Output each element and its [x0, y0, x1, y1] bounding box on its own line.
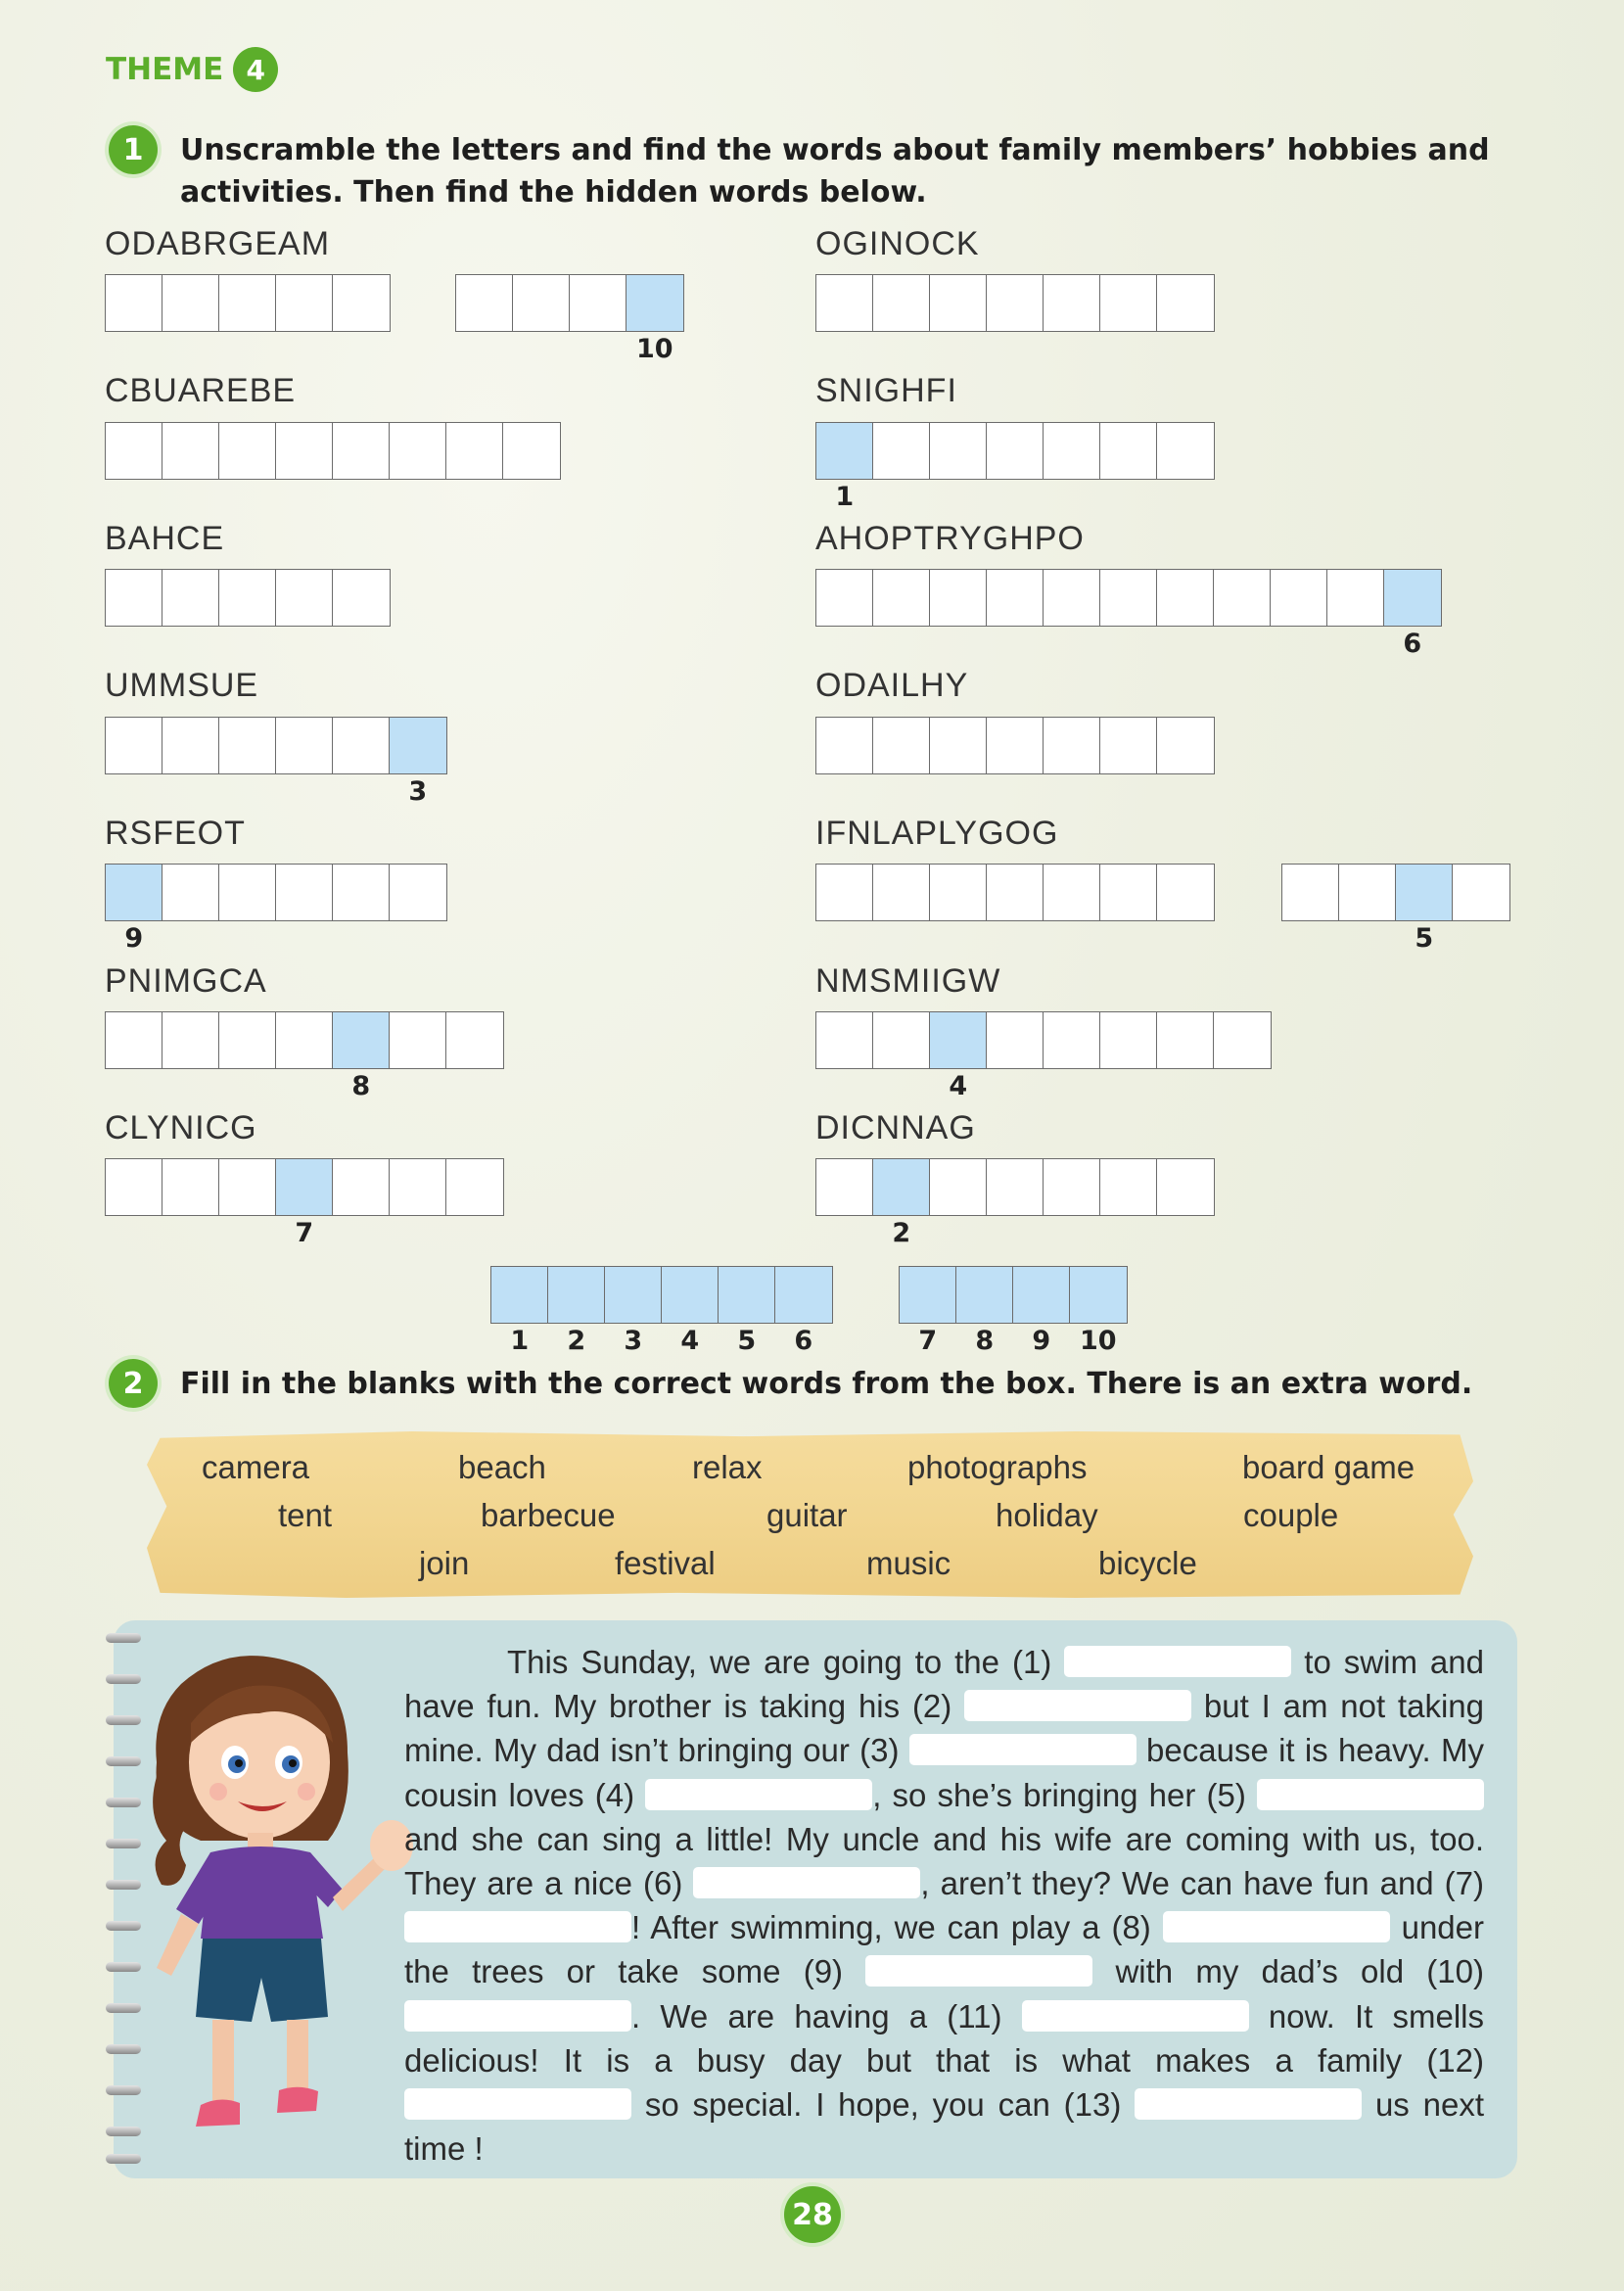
- letter-box[interactable]: [929, 274, 988, 332]
- page-number: 28: [784, 2186, 841, 2243]
- blank-12[interactable]: [404, 2088, 631, 2120]
- hidden-letter-box[interactable]: [1395, 864, 1454, 954]
- letter-box[interactable]: [502, 422, 561, 480]
- hidden-letter-number: 6: [1403, 629, 1422, 659]
- letter-box[interactable]: [1099, 717, 1158, 774]
- hidden-letter-number: 2: [567, 1326, 586, 1356]
- hidden-letter-number: 5: [737, 1326, 757, 1356]
- letter-box[interactable]: [986, 1158, 1044, 1216]
- letter-box[interactable]: [815, 569, 874, 627]
- hidden-letter-box[interactable]: [872, 1158, 931, 1248]
- scrambled-word-13: CLYNICG: [105, 1109, 257, 1146]
- letter-box[interactable]: [218, 717, 277, 774]
- question-2-text: Fill in the blanks with the correct words from the box. There is an extra word.: [180, 1367, 1473, 1401]
- letter-box[interactable]: [275, 1011, 334, 1069]
- letter-box[interactable]: [275, 569, 334, 627]
- hidden-letter-number: 10: [1079, 1326, 1117, 1356]
- blank-4[interactable]: [645, 1779, 872, 1810]
- word-option: beach: [458, 1449, 546, 1485]
- answer-boxes-8: [815, 717, 1213, 774]
- letter-box[interactable]: [105, 422, 163, 480]
- letter-box[interactable]: [815, 1158, 874, 1216]
- word-option: guitar: [766, 1497, 848, 1533]
- question-1-badge: 1: [109, 125, 158, 174]
- letter-box[interactable]: [872, 717, 931, 774]
- letter-box[interactable]: [872, 864, 931, 921]
- letter-box[interactable]: [1213, 569, 1272, 627]
- letter-box[interactable]: [1099, 274, 1158, 332]
- blank-10[interactable]: [404, 2000, 631, 2032]
- answer-boxes-11: [105, 1011, 502, 1101]
- story-segment: and she can sing a little! My uncle and his wife are coming with us, too. They are a nice (6): [404, 1820, 1484, 1902]
- blank-2[interactable]: [964, 1690, 1191, 1721]
- letter-box[interactable]: [389, 422, 447, 480]
- scrambled-word-5: BAHCE: [105, 520, 225, 557]
- letter-box[interactable]: [1043, 864, 1101, 921]
- scrambled-word-1: ODABRGEAM: [105, 225, 331, 262]
- word-option: couple: [1243, 1497, 1339, 1533]
- letter-box[interactable]: [389, 864, 447, 921]
- letter-box[interactable]: [986, 569, 1044, 627]
- answer-boxes-13: [105, 1158, 502, 1248]
- letter-box[interactable]: [162, 864, 220, 921]
- letter-box[interactable]: [162, 1011, 220, 1069]
- letter-box[interactable]: [1043, 717, 1101, 774]
- scrambled-word-7: UMMSUE: [105, 667, 259, 704]
- letter-box[interactable]: [1156, 422, 1215, 480]
- hidden-letter-box[interactable]: [1383, 569, 1442, 659]
- story-segment: so special. I hope, you can (13): [631, 2086, 1136, 2124]
- letter-box[interactable]: [105, 1158, 163, 1216]
- hidden-letter-box[interactable]: [718, 1266, 776, 1356]
- letter-box[interactable]: [986, 1011, 1044, 1069]
- scrambled-word-12: NMSMIIGW: [815, 962, 1001, 1000]
- letter-box[interactable]: [332, 1158, 391, 1216]
- letter-box[interactable]: [445, 1158, 504, 1216]
- word-option: festival: [615, 1545, 716, 1581]
- answer-boxes-6: [815, 569, 1440, 659]
- story-segment: now. It smells delicious! It is a busy day but that is what makes a family (12): [404, 1997, 1484, 2079]
- letter-box[interactable]: [1156, 274, 1215, 332]
- hidden-letter-box[interactable]: [275, 1158, 334, 1248]
- answer-boxes-10b: [1281, 864, 1508, 954]
- blank-1[interactable]: [1064, 1646, 1291, 1677]
- hidden-letter-number: 10: [635, 334, 673, 364]
- story-segment: , so she’s bringing her (5): [872, 1776, 1257, 1813]
- letter-box[interactable]: [275, 274, 334, 332]
- answer-boxes-1a: [105, 274, 389, 332]
- hidden-letter-number: 2: [892, 1218, 911, 1248]
- hidden-letter-box[interactable]: [1012, 1266, 1071, 1356]
- story-segment: but I am not taking mine. My dad isn’t bringing our (3): [404, 1688, 1484, 1769]
- letter-box[interactable]: [1156, 1158, 1215, 1216]
- girl-illustration: [142, 1645, 421, 2159]
- letter-box[interactable]: [872, 569, 931, 627]
- letter-box[interactable]: [332, 422, 391, 480]
- hidden-letter-number: 9: [1032, 1326, 1051, 1356]
- letter-box[interactable]: [162, 569, 220, 627]
- word-option: board game: [1242, 1449, 1415, 1485]
- theme-number-badge: 4: [233, 47, 278, 92]
- hidden-letter-box[interactable]: [547, 1266, 606, 1356]
- letter-box[interactable]: [1281, 864, 1340, 921]
- word-option: relax: [692, 1449, 763, 1485]
- letter-box[interactable]: [929, 864, 988, 921]
- letter-box[interactable]: [162, 422, 220, 480]
- scrambled-word-3: CBUAREBE: [105, 372, 297, 409]
- hidden-letter-number: 4: [680, 1326, 700, 1356]
- hidden-letter-box[interactable]: [929, 1011, 988, 1101]
- story-text: [404, 1640, 1484, 2171]
- answer-boxes-1b: [455, 274, 682, 364]
- letter-box[interactable]: [815, 717, 874, 774]
- story-segment: to swim and have fun. My brother is taking his (2): [404, 1644, 1484, 1725]
- scrambled-word-4: SNIGHFI: [815, 372, 957, 409]
- answer-boxes-7: [105, 717, 445, 807]
- hidden-letter-box[interactable]: [1069, 1266, 1128, 1356]
- word-option: bicycle: [1098, 1545, 1197, 1581]
- hidden-letter-number: 8: [351, 1071, 371, 1101]
- letter-box[interactable]: [1043, 422, 1101, 480]
- letter-box[interactable]: [929, 1158, 988, 1216]
- letter-box[interactable]: [332, 717, 391, 774]
- question-2-badge: 2: [109, 1359, 158, 1408]
- word-option: barbecue: [481, 1497, 616, 1533]
- scrambled-word-2: OGINOCK: [815, 225, 980, 262]
- letter-box[interactable]: [815, 274, 874, 332]
- letter-box[interactable]: [105, 274, 163, 332]
- letter-box[interactable]: [872, 274, 931, 332]
- letter-box[interactable]: [815, 1011, 874, 1069]
- letter-box[interactable]: [162, 274, 220, 332]
- scrambled-word-8: ODAILHY: [815, 667, 969, 704]
- letter-box[interactable]: [332, 864, 391, 921]
- letter-box[interactable]: [445, 1011, 504, 1069]
- answer-boxes-12: [815, 1011, 1270, 1101]
- blank-13[interactable]: [1135, 2088, 1362, 2120]
- theme-header: [106, 47, 278, 92]
- story-segment: us next time !: [404, 2086, 1484, 2168]
- answer-boxes-10a: [815, 864, 1213, 921]
- letter-box[interactable]: [1099, 569, 1158, 627]
- hidden-letter-number: 7: [918, 1326, 938, 1356]
- scrambled-word-14: DICNNAG: [815, 1109, 976, 1146]
- letter-box[interactable]: [1156, 1011, 1215, 1069]
- blank-5[interactable]: [1257, 1779, 1484, 1810]
- hidden-letter-box[interactable]: [332, 1011, 391, 1101]
- word-option: camera: [202, 1449, 310, 1485]
- letter-box[interactable]: [445, 422, 504, 480]
- letter-box[interactable]: [1099, 1158, 1158, 1216]
- letter-box[interactable]: [1213, 1011, 1272, 1069]
- letter-box[interactable]: [929, 569, 988, 627]
- letter-box[interactable]: [872, 422, 931, 480]
- letter-box[interactable]: [218, 274, 277, 332]
- scrambled-word-10: IFNLAPLYGOG: [815, 815, 1059, 852]
- letter-box[interactable]: [332, 569, 391, 627]
- story-segment: . We are having a (11): [631, 1997, 1022, 2034]
- hidden-letter-number: 1: [510, 1326, 530, 1356]
- letter-box[interactable]: [218, 569, 277, 627]
- letter-box[interactable]: [986, 864, 1044, 921]
- letter-box[interactable]: [1338, 864, 1397, 921]
- question-1-line1: Unscramble the letters and find the words about family members’ hobbies and: [180, 133, 1490, 167]
- word-option: music: [866, 1545, 951, 1581]
- hidden-letter-box[interactable]: [661, 1266, 719, 1356]
- letter-box[interactable]: [105, 569, 163, 627]
- letter-box[interactable]: [512, 274, 571, 332]
- hidden-word-boxes-a: [490, 1266, 831, 1356]
- letter-box[interactable]: [1043, 1158, 1101, 1216]
- story-segment: This Sunday, we are going to the (1): [507, 1644, 1065, 1680]
- word-option: holiday: [996, 1497, 1098, 1533]
- letter-box[interactable]: [162, 717, 220, 774]
- letter-box[interactable]: [815, 864, 874, 921]
- letter-box[interactable]: [105, 1011, 163, 1069]
- hidden-letter-number: 7: [295, 1218, 314, 1248]
- hidden-letter-box[interactable]: [490, 1266, 549, 1356]
- letter-box[interactable]: [275, 864, 334, 921]
- scrambled-word-9: RSFEOT: [105, 815, 246, 852]
- hidden-letter-number: 3: [408, 776, 428, 807]
- hidden-letter-number: 9: [124, 923, 144, 954]
- answer-boxes-5: [105, 569, 389, 627]
- letter-box[interactable]: [455, 274, 514, 332]
- letter-box[interactable]: [389, 1011, 447, 1069]
- story-segment: under the trees or take some (9): [404, 1909, 1484, 1990]
- letter-box[interactable]: [569, 274, 627, 332]
- blank-9[interactable]: [865, 1955, 1092, 1987]
- letter-box[interactable]: [929, 422, 988, 480]
- letter-box[interactable]: [275, 422, 334, 480]
- story-segment: ! After swimming, we can play a (8): [631, 1909, 1163, 1946]
- letter-box[interactable]: [1043, 274, 1101, 332]
- scrambled-word-6: AHOPTRYGHPO: [815, 520, 1085, 557]
- hidden-letter-number: 4: [949, 1071, 968, 1101]
- letter-box[interactable]: [1326, 569, 1385, 627]
- question-1-text: [180, 129, 1490, 213]
- letter-box[interactable]: [105, 717, 163, 774]
- word-option: join: [419, 1545, 470, 1581]
- answer-boxes-4: [815, 422, 1213, 512]
- letter-box[interactable]: [275, 717, 334, 774]
- blank-7[interactable]: [404, 1911, 631, 1942]
- blank-8[interactable]: [1163, 1911, 1390, 1942]
- hidden-letter-box[interactable]: [774, 1266, 833, 1356]
- word-option: photographs: [907, 1449, 1088, 1485]
- letter-box[interactable]: [1156, 717, 1215, 774]
- letter-box[interactable]: [1452, 864, 1510, 921]
- scrambled-word-11: PNIMGCA: [105, 962, 267, 1000]
- letter-box[interactable]: [986, 717, 1044, 774]
- letter-box[interactable]: [1270, 569, 1328, 627]
- blank-11[interactable]: [1022, 2000, 1249, 2032]
- hidden-letter-number: 5: [1415, 923, 1434, 954]
- hidden-letter-number: 1: [835, 482, 855, 512]
- blank-6[interactable]: [693, 1867, 920, 1898]
- letter-box[interactable]: [218, 422, 277, 480]
- letter-box[interactable]: [1099, 1011, 1158, 1069]
- answer-boxes-2: [815, 274, 1213, 332]
- story-segment: with my dad’s old (10): [1092, 1953, 1484, 1990]
- letter-box[interactable]: [218, 1158, 277, 1216]
- letter-box[interactable]: [332, 274, 391, 332]
- hidden-letter-number: 8: [975, 1326, 995, 1356]
- story-segment: because it is heavy. My cousin loves (4): [404, 1732, 1484, 1813]
- letter-box[interactable]: [389, 1158, 447, 1216]
- letter-box[interactable]: [1099, 422, 1158, 480]
- answer-boxes-9: [105, 864, 445, 954]
- hidden-letter-box[interactable]: [389, 717, 447, 807]
- letter-box[interactable]: [162, 1158, 220, 1216]
- hidden-letter-number: 3: [624, 1326, 643, 1356]
- word-option: tent: [278, 1497, 333, 1533]
- letter-box[interactable]: [1043, 1011, 1101, 1069]
- theme-label: THEME: [106, 52, 224, 87]
- hidden-letter-box[interactable]: [626, 274, 684, 364]
- hidden-word-boxes-b: [899, 1266, 1126, 1356]
- letter-box[interactable]: [929, 717, 988, 774]
- letter-box[interactable]: [1043, 569, 1101, 627]
- letter-box[interactable]: [1156, 864, 1215, 921]
- hidden-letter-box[interactable]: [105, 864, 163, 954]
- letter-box[interactable]: [1156, 569, 1215, 627]
- answer-boxes-3: [105, 422, 559, 480]
- letter-box[interactable]: [218, 864, 277, 921]
- hidden-letter-box[interactable]: [815, 422, 874, 512]
- hidden-letter-box[interactable]: [955, 1266, 1014, 1356]
- story-segment: , aren’t they? We can have fun and (7): [920, 1865, 1485, 1902]
- letter-box[interactable]: [1099, 864, 1158, 921]
- hidden-letter-box[interactable]: [899, 1266, 957, 1356]
- hidden-letter-box[interactable]: [604, 1266, 663, 1356]
- letter-box[interactable]: [986, 422, 1044, 480]
- letter-box[interactable]: [872, 1011, 931, 1069]
- answer-boxes-14: [815, 1158, 1213, 1248]
- hidden-letter-number: 6: [794, 1326, 813, 1356]
- blank-3[interactable]: [909, 1734, 1137, 1765]
- letter-box[interactable]: [218, 1011, 277, 1069]
- question-1-line2: activities. Then find the hidden words below.: [180, 175, 927, 210]
- letter-box[interactable]: [986, 274, 1044, 332]
